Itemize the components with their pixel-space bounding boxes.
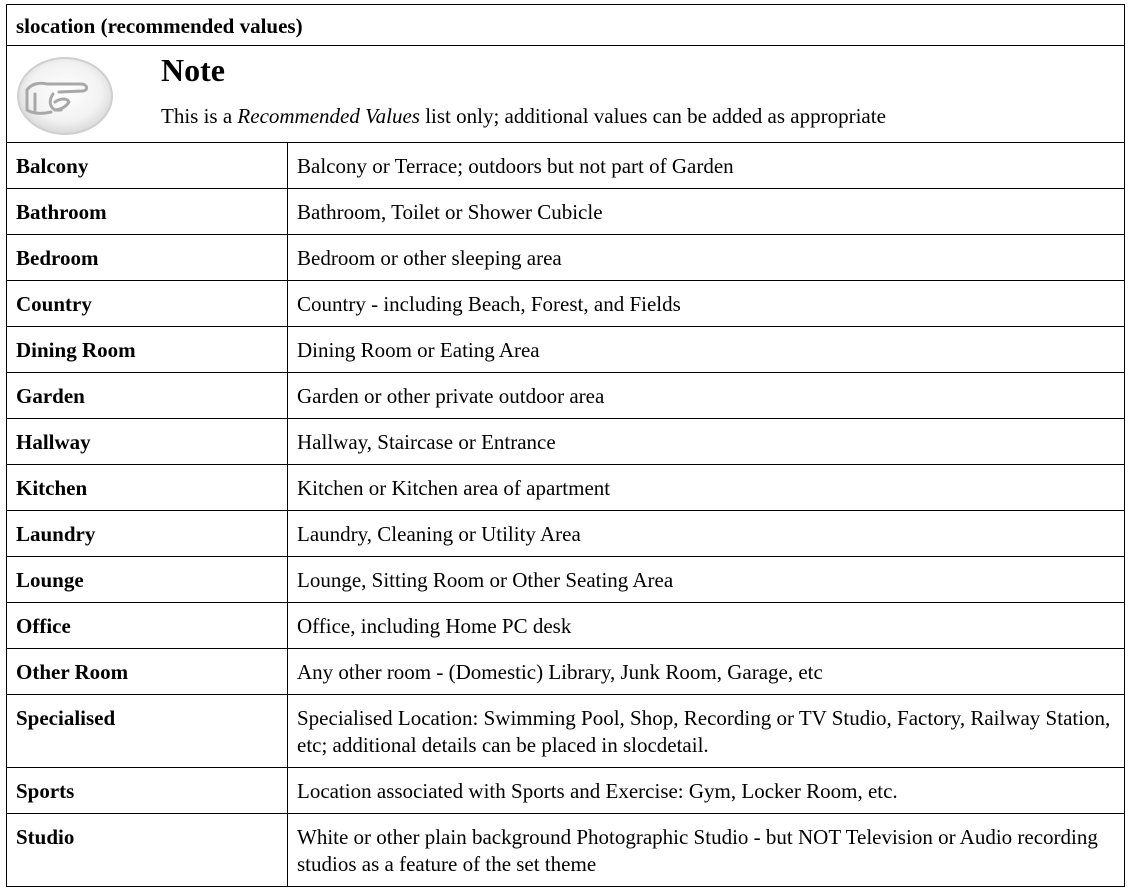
note-admonition xyxy=(7,46,1125,143)
table-row xyxy=(7,327,1125,373)
table-row xyxy=(7,465,1125,511)
value-description: Kitchen or Kitchen area of apartment xyxy=(288,465,1125,511)
value-term: Studio xyxy=(7,814,288,887)
value-term: Lounge xyxy=(7,557,288,603)
value-term: Sports xyxy=(7,768,288,814)
value-description: Balcony or Terrace; outdoors but not part of Garden xyxy=(288,143,1125,189)
note-text-emphasis: Recommended Values xyxy=(237,104,420,128)
note-heading: Note xyxy=(161,52,225,88)
value-description: Country - including Beach, Forest, and Fields xyxy=(288,281,1125,327)
value-description: Bedroom or other sleeping area xyxy=(288,235,1125,281)
value-description: Garden or other private outdoor area xyxy=(288,373,1125,419)
value-description: Dining Room or Eating Area xyxy=(288,327,1125,373)
table-row xyxy=(7,281,1125,327)
value-term: Bathroom xyxy=(7,189,288,235)
values-list xyxy=(7,143,1125,887)
table-row xyxy=(7,814,1125,887)
value-description: Office, including Home PC desk xyxy=(288,603,1125,649)
value-description: White or other plain background Photographic Studio - but NOT Television or Audio recording studios as a feature of the set theme xyxy=(288,814,1125,887)
table-row xyxy=(7,557,1125,603)
table-row xyxy=(7,695,1125,768)
value-description: Any other room - (Domestic) Library, Junk Room, Garage, etc xyxy=(288,649,1125,695)
table-row xyxy=(7,189,1125,235)
value-description: Laundry, Cleaning or Utility Area xyxy=(288,511,1125,557)
note-text xyxy=(161,103,886,130)
table-row xyxy=(7,373,1125,419)
value-description: Bathroom, Toilet or Shower Cubicle xyxy=(288,189,1125,235)
value-term: Laundry xyxy=(7,511,288,557)
value-description: Hallway, Staircase or Entrance xyxy=(288,419,1125,465)
value-term: Office xyxy=(7,603,288,649)
table-row xyxy=(7,419,1125,465)
value-term: Specialised xyxy=(7,695,288,768)
value-term: Hallway xyxy=(7,419,288,465)
value-description: Lounge, Sitting Room or Other Seating Area xyxy=(288,557,1125,603)
table-title: slocation (recommended values) xyxy=(7,5,1125,46)
value-term: Other Room xyxy=(7,649,288,695)
value-term: Balcony xyxy=(7,143,288,189)
value-description: Specialised Location: Swimming Pool, Shop, Recording or TV Studio, Factory, Railway Station, etc; additional details can be placed in slocdetail. xyxy=(288,695,1125,768)
table-row xyxy=(7,143,1125,189)
value-description: Location associated with Sports and Exercise: Gym, Locker Room, etc. xyxy=(288,768,1125,814)
note-text-before: This is a xyxy=(161,104,238,128)
table-row xyxy=(7,649,1125,695)
value-term: Country xyxy=(7,281,288,327)
pointing-hand-icon xyxy=(13,54,117,138)
table-row xyxy=(7,511,1125,557)
table-row xyxy=(7,235,1125,281)
value-term: Garden xyxy=(7,373,288,419)
table-row xyxy=(7,768,1125,814)
value-term: Kitchen xyxy=(7,465,288,511)
value-term: Dining Room xyxy=(7,327,288,373)
table-row xyxy=(7,603,1125,649)
slocation-table xyxy=(6,4,1125,887)
value-term: Bedroom xyxy=(7,235,288,281)
note-text-after: list only; additional values can be added as appropriate xyxy=(419,104,886,128)
